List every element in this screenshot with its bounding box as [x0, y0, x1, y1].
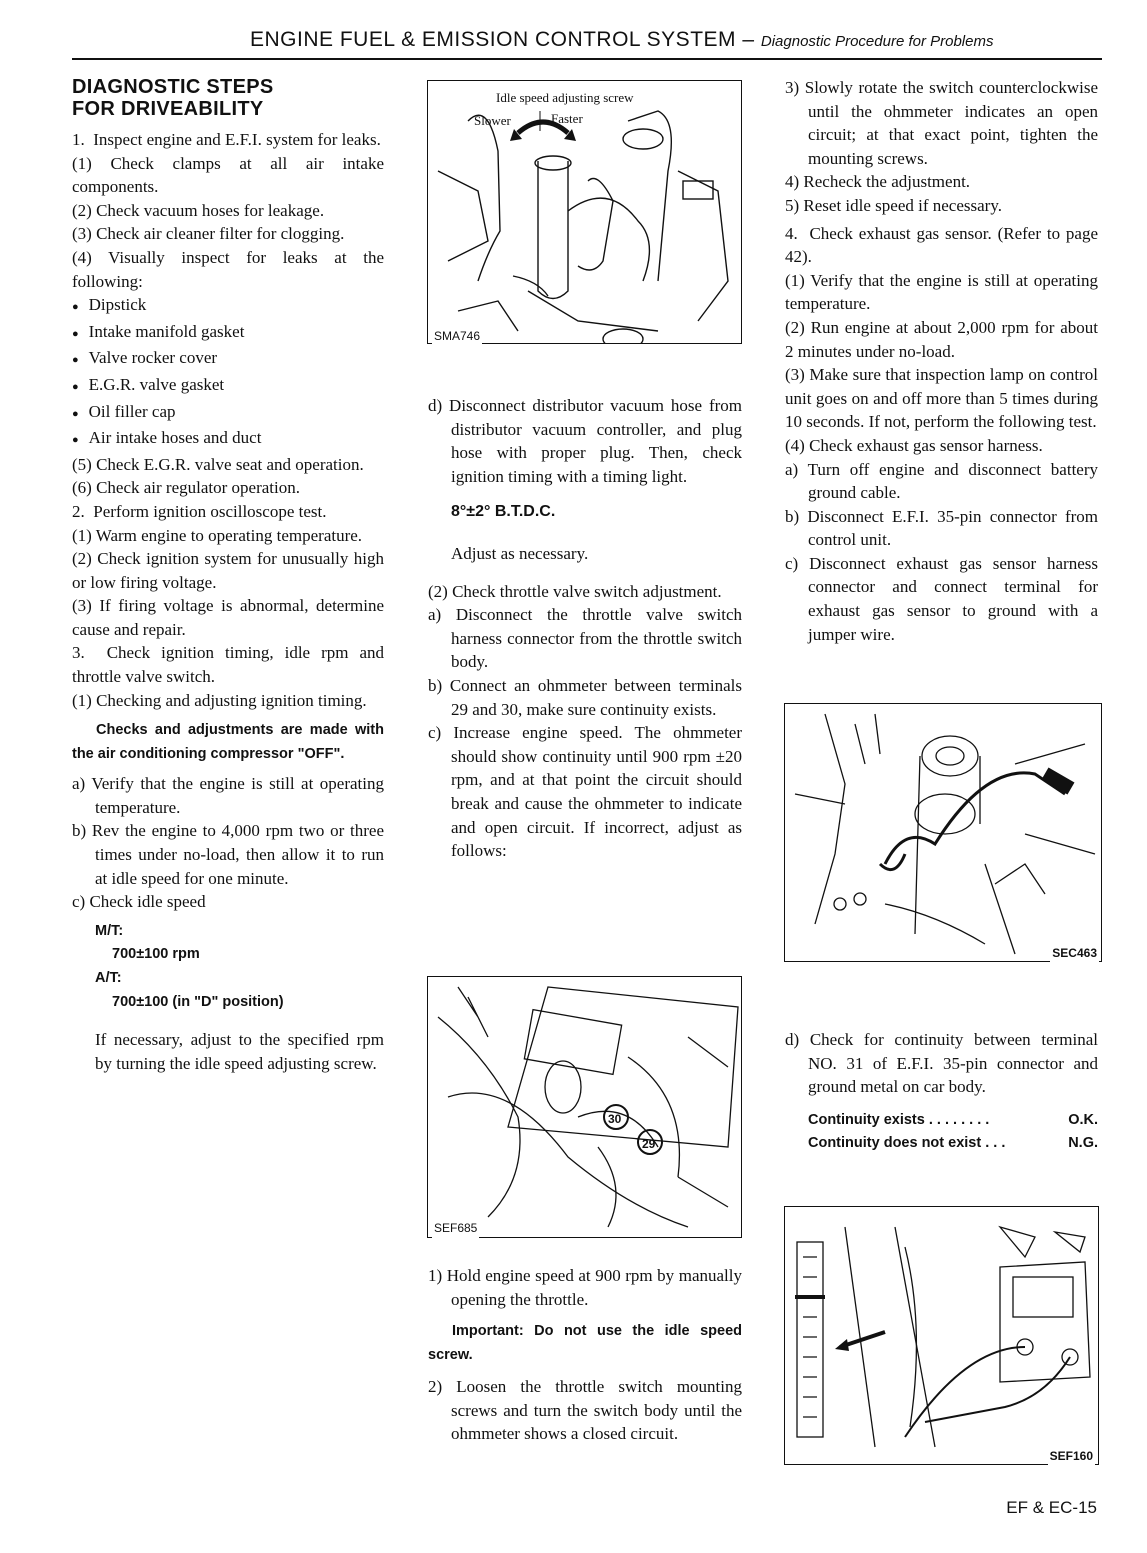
terminal-30-label: 30: [608, 1112, 622, 1126]
step-2-3: (3) If firing voltage is abnormal, determine cause and repair.: [72, 596, 384, 639]
sensor-a: a) Turn off engine and disconnect battery ground cable.: [785, 459, 1098, 503]
bullet-item: ● Valve rocker cover: [72, 346, 384, 373]
continuity-check: d) Check for continuity between terminal NO. 31 of E.F.I. 35-pin connector and ground metal on car body.: [785, 1030, 1098, 1097]
throttle-c: c) Increase engine speed. The ohmmeter should show continuity until 900 rpm ±20 rpm, and at that point the circuit should break and cause the ohmmeter to indicate and open circuit. If incorrect, adjust as follows:: [428, 723, 742, 861]
column-middle: [428, 394, 742, 863]
sensor-1: (1) Verify that the engine is still at operating temperature.: [785, 270, 1098, 314]
ohmmeter-illustration: [428, 977, 741, 1237]
result-ok-row: [785, 1109, 1098, 1133]
result-ng-text: Continuity does not exist . . .: [808, 1135, 1006, 1152]
step-1-4: (4) Visually inspect for leaks at the following:: [72, 247, 384, 291]
figure-idle-screw: [427, 80, 742, 344]
header-rule: [72, 58, 1102, 60]
result-ok-text: Continuity exists . . . . . . . .: [808, 1111, 990, 1128]
header-title: ENGINE FUEL & EMISSION CONTROL SYSTEM –: [250, 28, 755, 51]
page-header: [250, 28, 1100, 54]
sensor-b: b) Disconnect E.F.I. 35-pin connector from control unit.: [785, 506, 1098, 550]
bullet-item: ● Oil filler cap: [72, 400, 384, 427]
column-left: [72, 76, 384, 1075]
section-heading: DIAGNOSTIC STEPS FOR DRIVEABILITY: [72, 76, 274, 120]
figure-continuity-test: [784, 1206, 1099, 1465]
step-1-5: (5) Check E.G.R. valve seat and operation.: [72, 454, 364, 474]
sensor-3: (3) Make sure that inspection lamp on control unit goes on and off more than 5 times during 10 seconds. If not, perform the following test.: [785, 365, 1098, 432]
step-1: 1. Inspect engine and E.F.I. system for leaks.: [72, 130, 381, 149]
throttle-b: b) Connect an ohmmeter between terminals 29 and 30, make sure continuity exists.: [428, 675, 742, 719]
step-3: 3. Check ignition timing, idle rpm and throttle valve switch.: [72, 643, 384, 687]
figure-code: SEF685: [432, 1217, 479, 1241]
column-right: [785, 76, 1098, 646]
step-3-rotate: 3) Slowly rotate the switch counterclockwise until the ohmmeter indicates an open circuit; at that exact point, tighten the mounting screws.: [785, 78, 1098, 168]
figure-ohmmeter-throttle: [427, 976, 742, 1238]
step-b: b) Rev the engine to 4,000 rpm two or three times under no-load, then allow it to run at idle speed for one minute.: [72, 821, 384, 888]
step-3-1: (1) Checking and adjusting ignition timing.: [72, 690, 367, 710]
header-subtitle: Diagnostic Procedure for Problems: [760, 33, 994, 50]
bullet-item: ● E.G.R. valve gasket: [72, 373, 384, 400]
bullet-item: ● Air intake hoses and duct: [72, 426, 384, 453]
terminal-29-label: 29: [642, 1137, 656, 1151]
sensor-illustration: [785, 704, 1101, 961]
step-1-6: (6) Check air regulator operation.: [72, 478, 300, 498]
hold-engine-step: 1) Hold engine speed at 900 rpm by manually opening the throttle.: [428, 1266, 742, 1309]
throttle-a: a) Disconnect the throttle valve switch harness connector from the throttle switch body.: [428, 605, 742, 672]
step-a: a) Verify that the engine is still at operating temperature.: [72, 774, 384, 817]
result-ok-value: O.K.: [1068, 1111, 1098, 1128]
label-faster: Faster: [551, 111, 583, 126]
ac-note: Checks and adjustments are made with the air conditioning compressor "OFF".: [72, 722, 384, 763]
result-ng-value: N.G.: [1068, 1135, 1098, 1152]
bullet-item: ● Intake manifold gasket: [72, 320, 384, 347]
adjust-note: If necessary, adjust to the specified rpm by turning the idle speed adjusting screw.: [95, 1030, 384, 1073]
figure-sensor-jumper: [784, 703, 1102, 962]
figure-title: Idle speed adjusting screw: [496, 90, 634, 105]
label-slower: Slower: [474, 113, 511, 128]
step-2-2: (2) Check ignition system for unusually high or low firing voltage.: [72, 549, 384, 592]
important-note: Important: Do not use the idle speed screw.: [428, 1323, 742, 1364]
result-ng-row: [785, 1132, 1098, 1156]
figure-code: SMA746: [432, 325, 482, 349]
adjust-text: Adjust as necessary.: [451, 543, 589, 563]
timing-spec: 8°±2° B.T.D.C.: [451, 503, 556, 521]
sensor-c: c) Disconnect exhaust gas sensor harness connector and connect terminal for exhaust gas sensor to ground with a jumper wire.: [785, 553, 1098, 644]
spec-mt-label: M/T:: [95, 922, 124, 939]
step-throttle: (2) Check throttle valve switch adjustment.: [428, 581, 722, 601]
step-4-sensor: 4. Check exhaust gas sensor. (Refer to page 42).: [785, 223, 1098, 267]
spec-at-label: A/T:: [95, 970, 122, 986]
step-5-reset: 5) Reset idle speed if necessary.: [785, 195, 1002, 215]
step-1-2: (2) Check vacuum hoses for leakage.: [72, 200, 325, 220]
loosen-step: 2) Loosen the throttle switch mounting screws and turn the switch body until the ohmmeter shows a closed circuit.: [428, 1377, 742, 1444]
column-right-lower: [785, 1028, 1098, 1156]
step-1-1: (1) Check clamps at all air intake components.: [72, 153, 384, 197]
sensor-4: (4) Check exhaust gas sensor harness.: [785, 435, 1043, 455]
step-2: 2. Perform ignition oscilloscope test.: [72, 501, 327, 521]
step-2-1: (1) Warm engine to operating temperature.: [72, 525, 363, 545]
page-number: EF & EC-15: [1006, 1498, 1097, 1517]
figure-code: SEC463: [1050, 942, 1099, 966]
column-middle-bottom: [428, 1264, 742, 1446]
step-c: c) Check idle speed: [72, 892, 206, 912]
step-d-distributor: d) Disconnect distributor vacuum hose from distributor vacuum controller, and plug hose with proper plug. Then, check ignition timing with a timing light.: [428, 396, 742, 486]
figure-code: SEF160: [1048, 1445, 1095, 1469]
step-1-3: (3) Check air cleaner filter for clogging.: [72, 224, 345, 244]
bullet-item: ● Dipstick: [72, 293, 384, 320]
spec-mt-value: 700±100 rpm: [112, 946, 200, 963]
connector-illustration: [785, 1207, 1098, 1464]
spec-at-value: 700±100 (in "D" position): [112, 993, 284, 1010]
sensor-2: (2) Run engine at about 2,000 rpm for about 2 minutes under no-load.: [785, 317, 1098, 361]
step-4-recheck: 4) Recheck the adjustment.: [785, 172, 971, 192]
